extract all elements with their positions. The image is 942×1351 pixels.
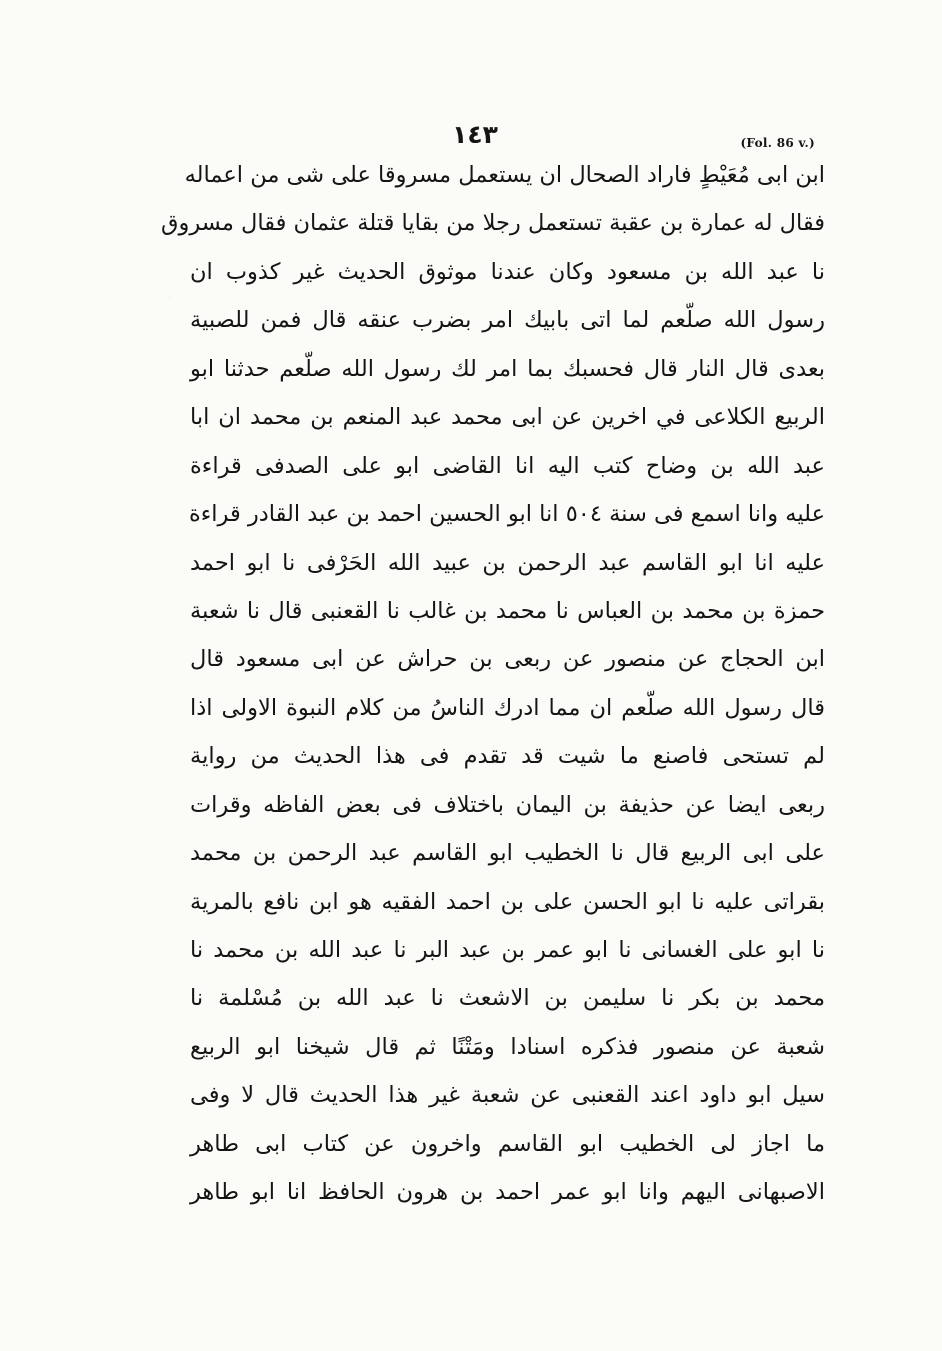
text-line-14: ربعى ايضا عن حذيفة بن اليمان باختلاف فى بعض الفاظه وقرات	[190, 791, 825, 818]
text-line-19: شعبة عن منصور فذكره اسنادا ومَتْنًا ثم قال شيخنا ابو الربيع	[190, 1033, 825, 1060]
page-number: ١٤٣	[452, 120, 498, 149]
text-line-16: بقراتى عليه نا ابو الحسن على بن احمد الفقيه هو ابن نافع بالمرية	[190, 888, 825, 915]
text-line-21: ما اجاز لى الخطيب ابو القاسم واخرون عن كتاب ابى طاهر	[190, 1130, 825, 1157]
text-line-10: حمزة بن محمد بن العباس نا محمد بن غالب نا القعنبى قال نا شعبة	[190, 597, 825, 624]
text-line-6: الربيع الكلاعى في اخرين عن ابى محمد عبد المنعم بن محمد ان ابا	[190, 404, 825, 431]
text-line-3: نا عبد الله بن مسعود وكان عندنا موثوق الحديث غير كذوب ان	[190, 258, 825, 285]
text-line-18: محمد بن بكر نا سليمن بن الاشعث نا عبد الله بن مُسْلمة نا	[190, 985, 825, 1012]
text-line-7: عبد الله بن وضاح كتب اليه انا القاضى ابو على الصدفى قراءة	[190, 452, 825, 479]
text-line-13: لم تستحى فاصنع ما شيت قد تقدم فى هذا الحديث من رواية	[190, 743, 825, 770]
text-line-22: الاصبهانى اليهم وانا ابو عمر احمد بن هرون الحافظ انا ابو طاهر	[190, 1179, 825, 1206]
arabic-text-block	[161, 151, 825, 1217]
text-line-2: فقال له عمارة بن عقبة تستعمل رجلا من بقايا قتلة عثمان فقال مسروق	[161, 210, 825, 237]
text-line-12: قال رسول الله صلّعم ان مما ادرك الناسُ من كلام النبوة الاولى اذا	[190, 694, 825, 721]
text-line-8: عليه وانا اسمع فى سنة ٥٠٤ انا ابو الحسين احمد بن عبد القادر قراءة	[188, 501, 825, 528]
text-line-9: عليه انا ابو القاسم عبد الرحمن بن عبيد الله الحَرْفى نا ابو احمد	[190, 549, 825, 576]
text-line-15: على ابى الربيع قال نا الخطيب ابو القاسم عبد الرحمن بن محمد	[190, 840, 825, 867]
folio-reference: (Fol. 86 v.)	[740, 136, 815, 150]
text-line-20: سيل ابو داود اعند القعنبى عن شعبة غير هذا الحديث قال لا وفى	[190, 1082, 825, 1109]
text-line-5: بعدى قال النار قال فحسبك بما امر لك رسول الله صلّعم حدثنا ابو	[190, 355, 825, 382]
text-line-4: رسول الله صلّعم لما اتى بابيك امر بضرب عنقه قال فمن للصبية	[190, 307, 825, 334]
text-line-11: ابن الحجاج عن منصور عن ربعى بن حراش عن ابى مسعود قال	[190, 646, 825, 673]
text-line-1: ابن ابى مُعَيْطٍ فاراد الصحال ان يستعمل مسروقا على شى من اعماله	[184, 162, 825, 188]
text-line-17: نا ابو على الغسانى نا ابو عمر بن عبد البر نا عبد الله بن محمد نا	[190, 937, 825, 963]
